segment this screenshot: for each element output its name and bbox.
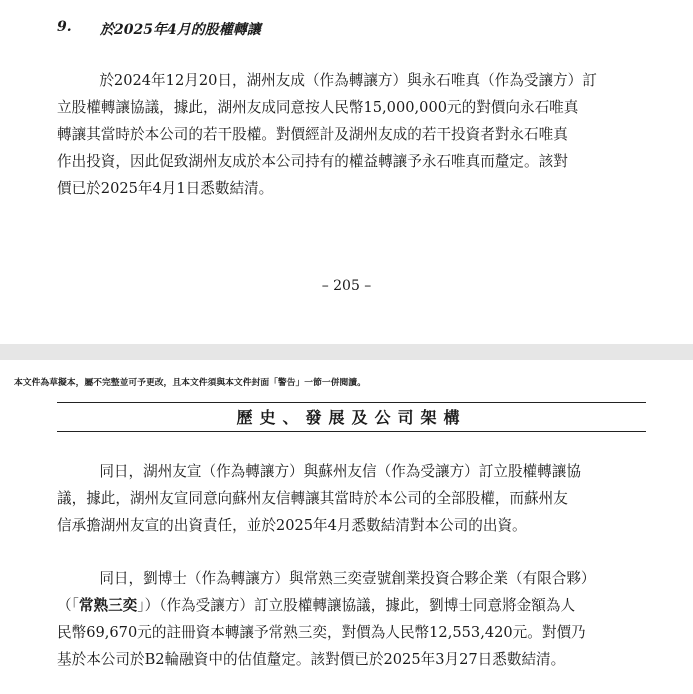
paragraph-line: 民幣69,670元的註冊資本轉讓予常熟三奕，對價為人民幣12,553,420元。對價乃 (57, 624, 586, 641)
page-separator (0, 344, 693, 360)
paragraph-line: 作出投資，因此促致湖州友成於本公司持有的權益轉讓予永石唯真而釐定。該對 (57, 153, 568, 170)
chapter-title: 歷史、發展及公司架構 (236, 408, 467, 427)
defined-term: 常熟三奕 (78, 597, 138, 614)
paragraph-share-transfer-april (57, 67, 647, 202)
paragraph-line (57, 592, 647, 619)
paragraph-line: 立股權轉讓協議，據此，湖州友成同意按人民幣15,000,000元的對價向永石唯真 (57, 99, 579, 116)
page-number: – 205 – (321, 278, 372, 294)
paragraph-line: 轉讓其當時於本公司的若干股權。對價經計及湖州友成的若干投資者對永石唯真 (57, 126, 568, 143)
draft-notice: 本文件為草擬本，屬不完整並可予更改，且本文件須與本文件封面「警告」一節一併閱讀。 (14, 378, 366, 388)
header-rule-bottom (57, 431, 646, 432)
quote-open: （「 (57, 597, 79, 614)
document-page-top (0, 0, 693, 344)
paragraph-line: 基於本公司於B2輪融資中的估值釐定。該對價已於2025年3月27日悉數結清。 (57, 651, 566, 668)
paragraph-line: 議，據此，湖州友宣同意向蘇州友信轉讓其當時於本公司的全部股權，而蘇州友 (57, 490, 568, 507)
paragraph-line: 於2024年12月20日，湖州友成（作為轉讓方）與永石唯真（作為受讓方）訂 (99, 72, 597, 89)
document-page-bottom (0, 360, 693, 694)
paragraph-huzhou-youxuan (57, 458, 647, 539)
paragraph-line: 同日，劉博士（作為轉讓方）與常熟三奕壹號創業投資合夥企業（有限合夥） (99, 570, 596, 587)
paragraph-line: 信承擔湖州友宣的出資責任，並於2025年4月悉數結清對本公司的出資。 (57, 517, 527, 534)
section-number: 9. (57, 19, 72, 35)
header-rule-top (57, 402, 646, 403)
paragraph-line: 同日，湖州友宣（作為轉讓方）與蘇州友信（作為受讓方）訂立股權轉讓協 (99, 463, 581, 480)
section-title: 於2025年4月的股權轉讓 (100, 22, 261, 38)
paragraph-line: 價已於2025年4月1日悉數結清。 (57, 180, 274, 197)
paragraph-dr-liu (57, 565, 647, 673)
line-text: 」）（作為受讓方）訂立股權轉讓協議，據此，劉博士同意將金額為人 (137, 597, 576, 614)
